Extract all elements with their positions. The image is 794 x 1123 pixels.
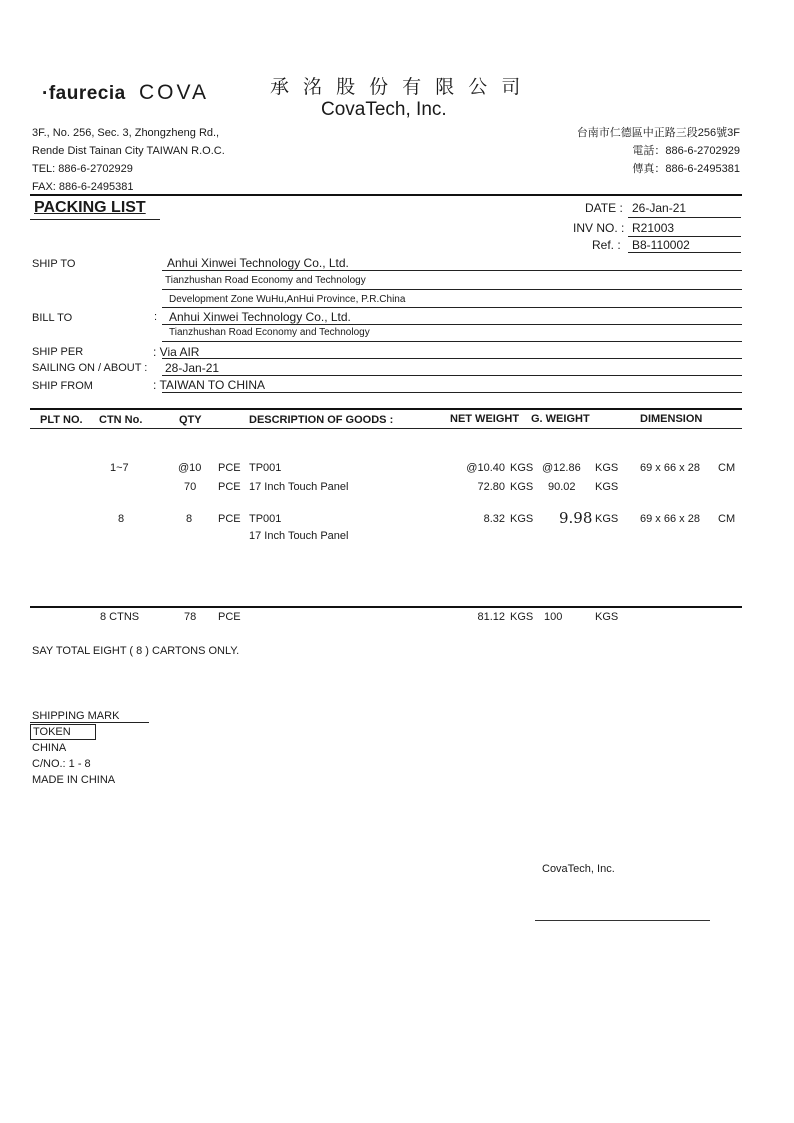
sailing-value: 28-Jan-21 [165,361,220,375]
ref-value: B8-110002 [632,238,690,252]
total-gross: 100 [544,611,563,623]
bill-to-line-1: Anhui Xinwei Technology Co., Ltd. [169,310,351,324]
inv-label: INV NO. : [573,221,625,235]
company-name: CovaTech, Inc. [321,99,447,120]
table-cell-desc: TP001 [249,513,282,525]
table-cell-dim: 69 x 66 x 28 [640,513,700,525]
inv-underline [628,236,741,237]
bill-to-rule-2 [162,341,742,342]
ship-to-rule-3 [162,307,742,308]
bill-to-colon: : [154,311,158,323]
say-total: SAY TOTAL EIGHT ( 8 ) CARTONS ONLY. [32,645,240,657]
table-cell-ctn: 1~7 [110,462,129,474]
total-net: 81.12 [477,611,505,623]
address-line-1: 3F., No. 256, Sec. 3, Zhongzheng Rd., [32,127,220,139]
signature-line [535,920,710,921]
table-cell-gross: @12.86 [542,462,581,474]
address-line-2: Rende Dist Tainan City TAIWAN R.O.C. [32,145,225,157]
title-underline [30,219,160,220]
total-unit: PCE [218,611,241,623]
chinese-address: 台南市仁德區中正路三段256號3F [576,127,740,139]
ship-to-line-1: Anhui Xinwei Technology Co., Ltd. [167,256,349,270]
shipping-mark-cno: C/NO.: 1 - 8 [32,758,91,770]
table-cell-ctn: 8 [118,513,125,525]
table-cell-net: 72.80 [477,481,505,493]
chinese-fax: 傳真：886-6-2495381 [632,163,740,175]
bill-to-rule-1 [162,324,742,325]
table-cell-dim-unit: CM [718,513,736,525]
ship-to-label: SHIP TO [32,258,76,270]
date-label: DATE : [585,201,623,215]
shipping-mark-made: MADE IN CHINA [32,774,116,786]
table-cell-qty: 8 [186,513,193,525]
total-ctn: 8 CTNS [100,611,140,623]
table-cell-qty: @10 [178,462,202,474]
ship-to-line-3: Development Zone WuHu,AnHui Province, P.R.China [169,294,406,305]
totals-rule [30,606,742,608]
table-cell-gross: 9.98 [559,509,593,527]
ship-to-rule-2 [162,289,742,290]
tel: TEL: 886-6-2702929 [32,163,133,175]
col-net-header: NET WEIGHT [450,413,520,425]
table-cell-gross-unit: KGS [595,481,619,493]
table-cell-unit: PCE [218,513,241,525]
ship-per-rule [162,358,742,359]
table-cell-desc: TP001 [249,462,282,474]
table-cell-dim: 69 x 66 x 28 [640,462,700,474]
table-cell-dim-unit: CM [718,462,736,474]
table-cell-unit: PCE [218,462,241,474]
ship-to-line-2: Tianzhushan Road Economy and Technology [165,275,366,286]
table-cell-net-unit: KGS [510,481,534,493]
col-dim-header: DIMENSION [640,413,703,425]
chinese-tel: 電話：886-6-2702929 [632,145,740,157]
header-divider [30,194,742,196]
table-cell-gross-unit: KGS [595,513,619,525]
table-cell-gross-unit: KGS [595,462,619,474]
fax: FAX: 886-6-2495381 [32,181,134,193]
faurecia-logo: ·faurecia [42,83,126,104]
col-gross-header: G. WEIGHT [531,413,590,425]
sailing-rule [162,375,742,376]
cova-logo: COVA [139,81,209,104]
table-cell-net: @10.40 [466,462,505,474]
table-header-rule [30,428,742,429]
date-underline [628,217,741,218]
table-cell-net-unit: KGS [510,462,534,474]
ship-per-value: : Via AIR [153,345,200,359]
col-ctn-header: CTN No. [99,414,143,426]
ship-from-value: : TAIWAN TO CHINA [153,378,266,392]
total-gross-unit: KGS [595,611,619,623]
shipping-mark-token: TOKEN [30,724,96,740]
date-value: 26-Jan-21 [632,201,687,215]
ship-per-label: SHIP PER [32,346,84,358]
col-qty-header: QTY [179,414,202,426]
table-cell-net: 8.32 [483,513,505,525]
inv-value: R21003 [632,221,675,235]
col-desc-header: DESCRIPTION OF GOODS : [249,414,394,426]
shipping-mark-label: SHIPPING MARK [32,710,120,722]
ship-from-label: SHIP FROM [32,380,93,392]
col-plt-header: PLT NO. [40,414,83,426]
shipping-mark-country: CHINA [32,742,67,754]
ship-to-rule-1 [162,270,742,271]
page-title: PACKING LIST [34,199,146,216]
shipping-mark-underline [30,722,149,723]
signature-company: CovaTech, Inc. [542,863,615,875]
sailing-label: SAILING ON / ABOUT : [32,362,148,374]
total-net-unit: KGS [510,611,534,623]
ship-from-rule [162,392,742,393]
table-top-rule [30,408,742,410]
bill-to-label: BILL TO [32,312,73,324]
table-cell-gross: 90.02 [548,481,576,493]
table-cell-qty: 70 [184,481,197,493]
total-qty: 78 [184,611,197,623]
chinese-company-name: 承 洺 股 份 有 限 公 司 [270,76,525,98]
table-cell-desc: 17 Inch Touch Panel [249,530,349,542]
ref-underline [628,252,741,253]
table-cell-net-unit: KGS [510,513,534,525]
table-cell-unit: PCE [218,481,241,493]
table-cell-desc: 17 Inch Touch Panel [249,481,349,493]
ref-label: Ref. : [592,238,621,252]
bill-to-line-2: Tianzhushan Road Economy and Technology [169,327,370,338]
